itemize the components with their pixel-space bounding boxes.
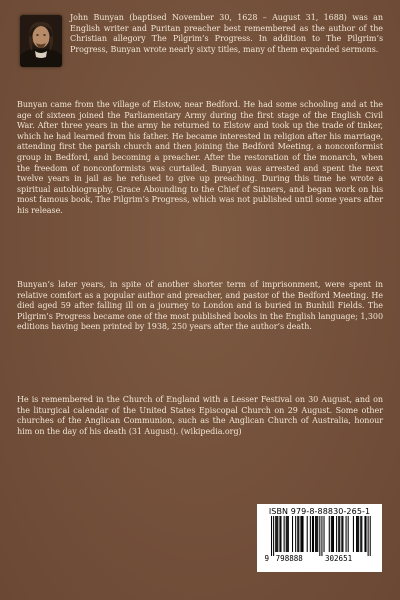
barcode-bar: [346, 516, 347, 552]
barcode-digits: 302651: [325, 554, 353, 562]
barcode-bar: [298, 516, 299, 552]
barcode-bar: [333, 516, 334, 552]
barcode-bar: [303, 516, 304, 552]
barcode-bar: [342, 516, 343, 552]
isbn-barcode-block: [257, 504, 382, 572]
barcode-bar: [275, 516, 276, 552]
barcode-digits: 798888: [275, 554, 303, 562]
barcode-bar: [287, 516, 288, 552]
barcode-bar: [361, 516, 362, 552]
barcode: [263, 516, 376, 562]
barcode-bar: [295, 516, 296, 552]
barcode-bar: [288, 516, 289, 552]
barcode-bar: [280, 516, 281, 552]
biography-paragraph-legacy: He is remembered in the Church of England with a Lesser Festival on 30 August, and on the liturgical calendar of the United States Episcopal Church on 29 August. Some other churches of the Anglican Communion, such as the Anglican Church of Australia, honour him on the day of his death (31 August). (wikipedia.org): [17, 395, 383, 436]
barcode-bar: [316, 516, 317, 552]
barcode-bar: [301, 516, 302, 552]
barcode-bar: [348, 516, 349, 552]
barcode-bar: [358, 516, 359, 552]
barcode-bar: [317, 516, 318, 552]
barcode-bar: [336, 516, 337, 552]
barcode-bar: [297, 516, 298, 552]
barcode-bar: [313, 516, 314, 552]
barcode-bar: [276, 516, 277, 552]
barcode-bar: [292, 516, 293, 552]
barcode-bar: [286, 516, 287, 552]
barcode-bar: [319, 516, 320, 556]
barcode-bar: [271, 516, 272, 556]
barcode-bar: [356, 516, 357, 552]
isbn-label: ISBN 979-8-88830-265-1: [268, 507, 371, 516]
barcode-bar: [331, 516, 332, 552]
barcode-bar: [312, 516, 313, 552]
barcode-bar: [300, 516, 301, 552]
barcode-digits: 9: [264, 554, 270, 562]
barcode-bar: [353, 516, 354, 552]
author-intro-paragraph: John Bunyan (baptised November 30, 1628 – August 31, 1688) was an English writer and Puritan preacher best remembered as the author of the Christian allegory The Pilgrim’s Progress. In addition to The Pilgrim’s Progress, Bunyan wrote nearly sixty titles, many of them expanded sermons.: [70, 13, 383, 54]
barcode-bar: [315, 516, 316, 552]
barcode-bar: [370, 516, 371, 556]
barcode-bar: [329, 516, 330, 552]
author-portrait: [20, 15, 62, 67]
barcode-bar: [339, 516, 340, 552]
barcode-bar: [368, 516, 369, 556]
barcode-bar: [273, 516, 274, 556]
barcode-bar: [284, 516, 285, 552]
biography-paragraph-later-years: Bunyan’s later years, in spite of another shorter term of imprisonment, were spent in relative comfort as a popular author and preacher, and pastor of the Bedford Meeting. He died aged 59 after falling ill on a journey to London and is buried in Bunhill Fields. The Pilgrim’s Progress became one of the most published books in the English language; 1,300 editions having been printed by 1938, 250 years after the author’s death.: [17, 280, 383, 332]
barcode-bar: [360, 516, 361, 552]
barcode-bar: [324, 516, 325, 552]
barcode-bar: [307, 516, 308, 552]
barcode-bar: [332, 516, 333, 552]
barcode-bar: [364, 516, 365, 552]
barcode-bar: [321, 516, 322, 556]
barcode-bar: [277, 516, 278, 552]
barcode-bar: [341, 516, 342, 552]
barcode-bar: [357, 516, 358, 552]
barcode-bar: [338, 516, 339, 552]
barcode-bar: [310, 516, 311, 552]
biography-paragraph-early-life: Bunyan came from the village of Elstow, near Bedford. He had some schooling and at the age of sixteen joined the Parliamentary Army during the first stage of the English Civil War. After three years in the army he returned to Elstow and took up the trade of tinker, which he had learned from his father. He became interested in religion after his marriage, attending first the parish church and then joining the Bedford Meeting, a nonconformist group in Bedford, and becoming a preacher. After the restoration of the monarch, when the freedom of nonconformists was curtailed, Bunyan was arrested and spent the next twelve years in jail as he refused to give up preaching. During this time he wrote a spiritual autobiography, Grace Abounding to the Chief of Sinners, and began work on his most famous book, The Pilgrim’s Progress, which was not published until some years after his release.: [17, 100, 383, 215]
barcode-bar: [279, 516, 280, 552]
barcode-bar: [366, 516, 367, 552]
